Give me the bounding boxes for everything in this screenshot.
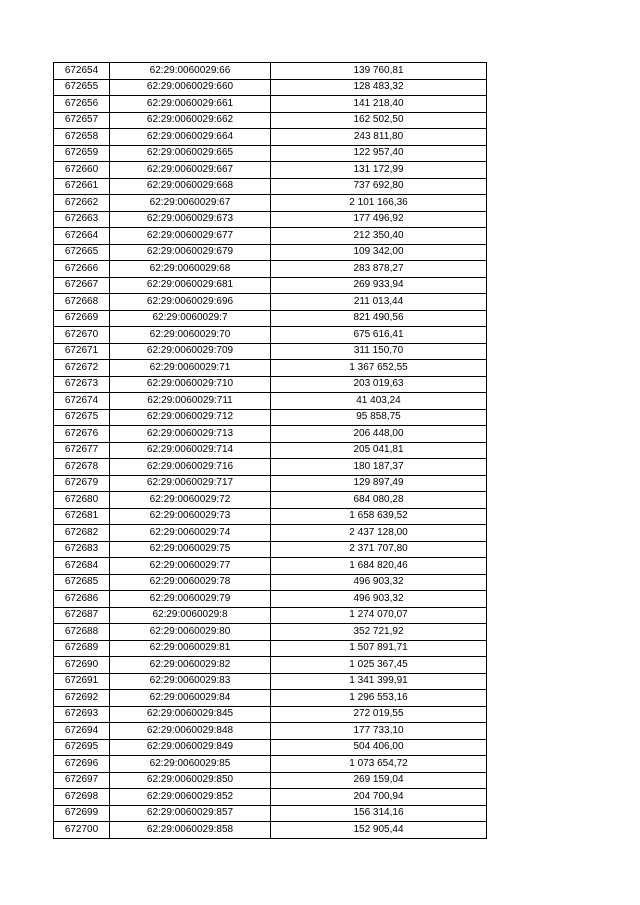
value-cell: 162 502,50 — [271, 112, 487, 129]
cadastral-number-cell: 62:29:0060029:849 — [110, 739, 271, 756]
row-id-cell: 672671 — [54, 343, 110, 360]
value-cell: 212 350,40 — [271, 228, 487, 245]
table-row — [54, 706, 487, 723]
row-id-cell: 672681 — [54, 508, 110, 525]
row-id-cell: 672659 — [54, 145, 110, 162]
value-cell: 2 101 166,36 — [271, 195, 487, 212]
row-id-cell: 672686 — [54, 591, 110, 608]
row-id-cell: 672658 — [54, 129, 110, 146]
table-row — [54, 508, 487, 525]
cadastral-number-cell: 62:29:0060029:852 — [110, 789, 271, 806]
row-id-cell: 672677 — [54, 442, 110, 459]
cadastral-number-cell: 62:29:0060029:70 — [110, 327, 271, 344]
table-row — [54, 492, 487, 509]
cadastral-number-cell: 62:29:0060029:77 — [110, 558, 271, 575]
value-cell: 269 933,94 — [271, 277, 487, 294]
value-cell: 352 721,92 — [271, 624, 487, 641]
row-id-cell: 672664 — [54, 228, 110, 245]
value-cell: 41 403,24 — [271, 393, 487, 410]
table-row — [54, 558, 487, 575]
cadastral-number-cell: 62:29:0060029:7 — [110, 310, 271, 327]
value-cell: 675 616,41 — [271, 327, 487, 344]
cadastral-number-cell: 62:29:0060029:711 — [110, 393, 271, 410]
cadastral-number-cell: 62:29:0060029:850 — [110, 772, 271, 789]
table-row — [54, 459, 487, 476]
cadastral-number-cell: 62:29:0060029:73 — [110, 508, 271, 525]
cadastral-number-cell: 62:29:0060029:74 — [110, 525, 271, 542]
table-body — [54, 63, 487, 839]
value-cell: 269 159,04 — [271, 772, 487, 789]
row-id-cell: 672697 — [54, 772, 110, 789]
cadastral-number-cell: 62:29:0060029:716 — [110, 459, 271, 476]
row-id-cell: 672654 — [54, 63, 110, 80]
cadastral-number-cell: 62:29:0060029:713 — [110, 426, 271, 443]
cadastral-number-cell: 62:29:0060029:81 — [110, 640, 271, 657]
table-row — [54, 673, 487, 690]
table-row — [54, 393, 487, 410]
table-row — [54, 376, 487, 393]
value-cell: 2 437 128,00 — [271, 525, 487, 542]
table-row — [54, 360, 487, 377]
cadastral-number-cell: 62:29:0060029:710 — [110, 376, 271, 393]
table-row — [54, 343, 487, 360]
value-cell: 139 760,81 — [271, 63, 487, 80]
table-row — [54, 195, 487, 212]
row-id-cell: 672669 — [54, 310, 110, 327]
value-cell: 496 903,32 — [271, 591, 487, 608]
cadastral-number-cell: 62:29:0060029:8 — [110, 607, 271, 624]
row-id-cell: 672682 — [54, 525, 110, 542]
row-id-cell: 672683 — [54, 541, 110, 558]
table-row — [54, 805, 487, 822]
value-cell: 684 080,28 — [271, 492, 487, 509]
value-cell: 1 341 399,91 — [271, 673, 487, 690]
table-row — [54, 624, 487, 641]
cadastral-number-cell: 62:29:0060029:681 — [110, 277, 271, 294]
cadastral-number-cell: 62:29:0060029:673 — [110, 211, 271, 228]
table-row — [54, 79, 487, 96]
row-id-cell: 672689 — [54, 640, 110, 657]
cadastral-number-cell: 62:29:0060029:67 — [110, 195, 271, 212]
table-row — [54, 129, 487, 146]
row-id-cell: 672688 — [54, 624, 110, 641]
table-row — [54, 822, 487, 839]
row-id-cell: 672684 — [54, 558, 110, 575]
value-cell: 1 367 652,55 — [271, 360, 487, 377]
table-row — [54, 640, 487, 657]
row-id-cell: 672667 — [54, 277, 110, 294]
row-id-cell: 672665 — [54, 244, 110, 261]
value-cell: 206 448,00 — [271, 426, 487, 443]
table-row — [54, 211, 487, 228]
value-cell: 311 150,70 — [271, 343, 487, 360]
row-id-cell: 672687 — [54, 607, 110, 624]
table-row — [54, 739, 487, 756]
value-cell: 131 172,99 — [271, 162, 487, 179]
cadastral-number-cell: 62:29:0060029:848 — [110, 723, 271, 740]
value-cell: 141 218,40 — [271, 96, 487, 113]
table-row — [54, 228, 487, 245]
table-row — [54, 96, 487, 113]
value-cell: 203 019,63 — [271, 376, 487, 393]
value-cell: 1 274 070,07 — [271, 607, 487, 624]
value-cell: 1 025 367,45 — [271, 657, 487, 674]
row-id-cell: 672655 — [54, 79, 110, 96]
table-row — [54, 525, 487, 542]
cadastral-number-cell: 62:29:0060029:714 — [110, 442, 271, 459]
table-row — [54, 244, 487, 261]
value-cell: 496 903,32 — [271, 574, 487, 591]
cadastral-number-cell: 62:29:0060029:84 — [110, 690, 271, 707]
row-id-cell: 672680 — [54, 492, 110, 509]
value-cell: 95 858,75 — [271, 409, 487, 426]
cadastral-number-cell: 62:29:0060029:82 — [110, 657, 271, 674]
value-cell: 109 342,00 — [271, 244, 487, 261]
data-table — [53, 62, 487, 839]
table-row — [54, 63, 487, 80]
cadastral-number-cell: 62:29:0060029:662 — [110, 112, 271, 129]
value-cell: 821 490,56 — [271, 310, 487, 327]
cadastral-number-cell: 62:29:0060029:66 — [110, 63, 271, 80]
row-id-cell: 672694 — [54, 723, 110, 740]
value-cell: 243 811,80 — [271, 129, 487, 146]
row-id-cell: 672662 — [54, 195, 110, 212]
cadastral-number-cell: 62:29:0060029:68 — [110, 261, 271, 278]
row-id-cell: 672675 — [54, 409, 110, 426]
table-row — [54, 409, 487, 426]
cadastral-number-cell: 62:29:0060029:712 — [110, 409, 271, 426]
table-row — [54, 657, 487, 674]
cadastral-number-cell: 62:29:0060029:85 — [110, 756, 271, 773]
value-cell: 129 897,49 — [271, 475, 487, 492]
cadastral-number-cell: 62:29:0060029:660 — [110, 79, 271, 96]
table-row — [54, 277, 487, 294]
cadastral-number-cell: 62:29:0060029:83 — [110, 673, 271, 690]
table-row — [54, 591, 487, 608]
table-row — [54, 541, 487, 558]
row-id-cell: 672698 — [54, 789, 110, 806]
cadastral-number-cell: 62:29:0060029:667 — [110, 162, 271, 179]
value-cell: 2 371 707,80 — [271, 541, 487, 558]
table-row — [54, 178, 487, 195]
cadastral-number-cell: 62:29:0060029:79 — [110, 591, 271, 608]
cadastral-number-cell: 62:29:0060029:668 — [110, 178, 271, 195]
table-row — [54, 442, 487, 459]
cadastral-number-cell: 62:29:0060029:845 — [110, 706, 271, 723]
row-id-cell: 672660 — [54, 162, 110, 179]
value-cell: 1 073 654,72 — [271, 756, 487, 773]
value-cell: 1 658 639,52 — [271, 508, 487, 525]
value-cell: 737 692,80 — [271, 178, 487, 195]
value-cell: 177 496,92 — [271, 211, 487, 228]
row-id-cell: 672674 — [54, 393, 110, 410]
value-cell: 504 406,00 — [271, 739, 487, 756]
row-id-cell: 672696 — [54, 756, 110, 773]
row-id-cell: 672657 — [54, 112, 110, 129]
table-row — [54, 426, 487, 443]
table-row — [54, 294, 487, 311]
value-cell: 205 041,81 — [271, 442, 487, 459]
row-id-cell: 672670 — [54, 327, 110, 344]
cadastral-number-cell: 62:29:0060029:661 — [110, 96, 271, 113]
cadastral-number-cell: 62:29:0060029:857 — [110, 805, 271, 822]
table-row — [54, 261, 487, 278]
table-row — [54, 789, 487, 806]
cadastral-number-cell: 62:29:0060029:71 — [110, 360, 271, 377]
row-id-cell: 672656 — [54, 96, 110, 113]
table-row — [54, 145, 487, 162]
value-cell: 1 296 553,16 — [271, 690, 487, 707]
row-id-cell: 672699 — [54, 805, 110, 822]
table-row — [54, 756, 487, 773]
row-id-cell: 672676 — [54, 426, 110, 443]
value-cell: 128 483,32 — [271, 79, 487, 96]
cadastral-number-cell: 62:29:0060029:78 — [110, 574, 271, 591]
cadastral-number-cell: 62:29:0060029:679 — [110, 244, 271, 261]
table-row — [54, 723, 487, 740]
table-row — [54, 475, 487, 492]
row-id-cell: 672690 — [54, 657, 110, 674]
row-id-cell: 672673 — [54, 376, 110, 393]
table-row — [54, 690, 487, 707]
row-id-cell: 672693 — [54, 706, 110, 723]
cadastral-number-cell: 62:29:0060029:72 — [110, 492, 271, 509]
table-row — [54, 112, 487, 129]
value-cell: 122 957,40 — [271, 145, 487, 162]
value-cell: 1 684 820,46 — [271, 558, 487, 575]
row-id-cell: 672668 — [54, 294, 110, 311]
row-id-cell: 672692 — [54, 690, 110, 707]
cadastral-number-cell: 62:29:0060029:80 — [110, 624, 271, 641]
row-id-cell: 672685 — [54, 574, 110, 591]
row-id-cell: 672678 — [54, 459, 110, 476]
value-cell: 283 878,27 — [271, 261, 487, 278]
value-cell: 180 187,37 — [271, 459, 487, 476]
table-row — [54, 574, 487, 591]
row-id-cell: 672666 — [54, 261, 110, 278]
value-cell: 156 314,16 — [271, 805, 487, 822]
row-id-cell: 672691 — [54, 673, 110, 690]
cadastral-number-cell: 62:29:0060029:709 — [110, 343, 271, 360]
table-row — [54, 772, 487, 789]
cadastral-number-cell: 62:29:0060029:664 — [110, 129, 271, 146]
row-id-cell: 672661 — [54, 178, 110, 195]
value-cell: 272 019,55 — [271, 706, 487, 723]
value-cell: 177 733,10 — [271, 723, 487, 740]
cadastral-number-cell: 62:29:0060029:75 — [110, 541, 271, 558]
row-id-cell: 672672 — [54, 360, 110, 377]
row-id-cell: 672695 — [54, 739, 110, 756]
row-id-cell: 672700 — [54, 822, 110, 839]
value-cell: 152 905,44 — [271, 822, 487, 839]
cadastral-number-cell: 62:29:0060029:717 — [110, 475, 271, 492]
cadastral-number-cell: 62:29:0060029:696 — [110, 294, 271, 311]
cadastral-number-cell: 62:29:0060029:677 — [110, 228, 271, 245]
value-cell: 1 507 891,71 — [271, 640, 487, 657]
value-cell: 204 700,94 — [271, 789, 487, 806]
table-row — [54, 310, 487, 327]
table-row — [54, 607, 487, 624]
row-id-cell: 672663 — [54, 211, 110, 228]
table-row — [54, 327, 487, 344]
cadastral-number-cell: 62:29:0060029:858 — [110, 822, 271, 839]
table-row — [54, 162, 487, 179]
value-cell: 211 013,44 — [271, 294, 487, 311]
cadastral-number-cell: 62:29:0060029:665 — [110, 145, 271, 162]
row-id-cell: 672679 — [54, 475, 110, 492]
